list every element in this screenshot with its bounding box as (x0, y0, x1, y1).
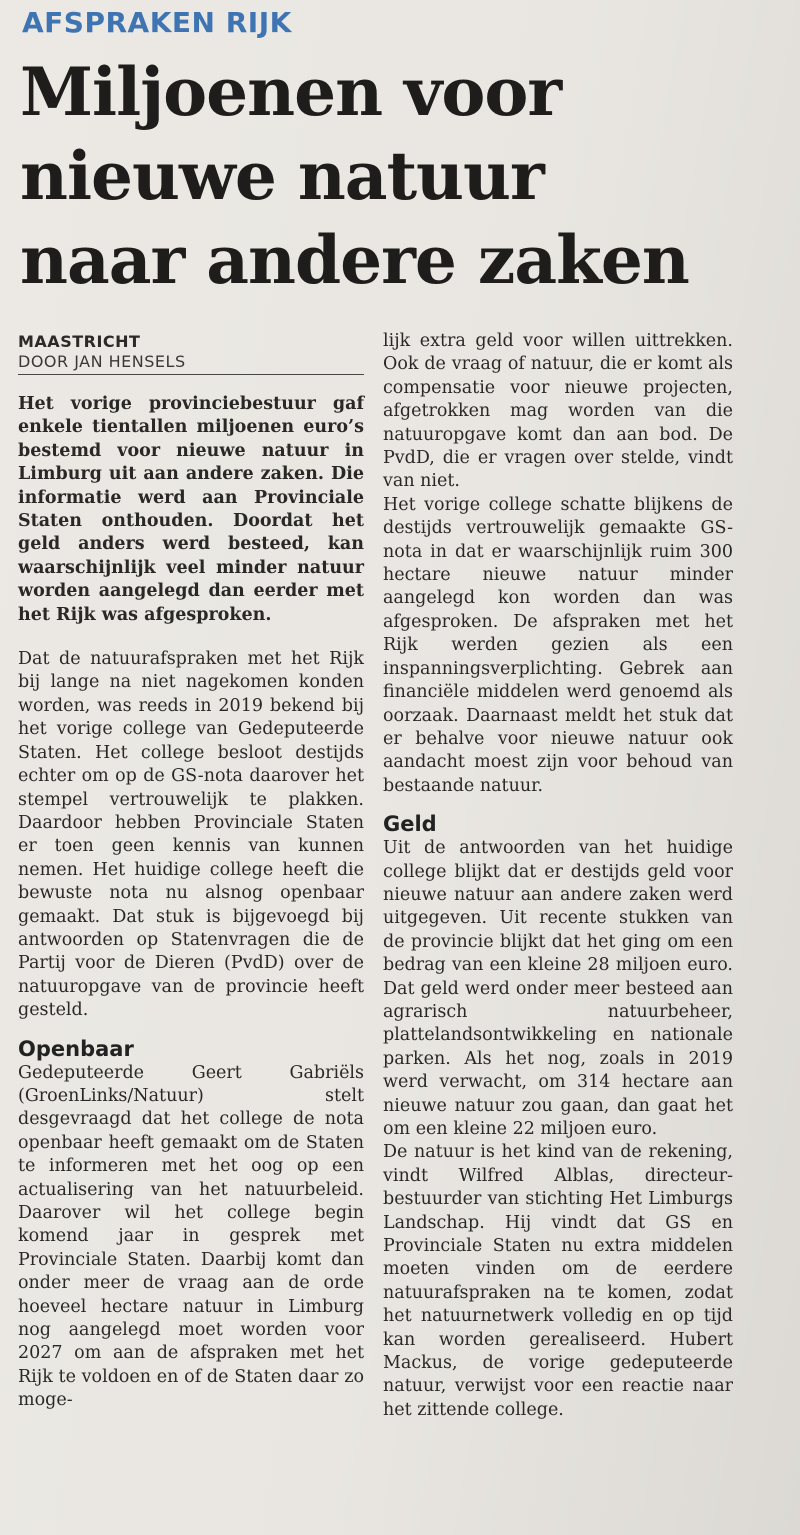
left-column (18, 332, 364, 1413)
lead-paragraph: Het vorige provinciebestuur gaf enkele tientallen miljoenen euro’s bestemd voor nieuwe natuur in Limburg uit aan andere zaken. Die informatie werd aan Provinciale Staten onthouden. Doordat het geld anders werd besteed, kan waarschijnlijk veel minder natuur worden aangelegd dan eerder met het Rijk was afgesproken. (18, 394, 364, 625)
body-paragraph-4: Uit de antwoorden van het huidige college blijkt dat er destijds geld voor nieuwe natuur aan andere zaken werd uitgegeven. Uit recente stukken van de provincie blijkt dat het ging om een bedrag van een kleine 28 miljoen euro. Dat geld werd onder meer besteed aan agrarisch natuurbeheer, plattelandsontwikkeling en nationale parken. Als het nog, zoals in 2019 werd verwacht, om 314 hectare aan nieuwe natuur zou gaan, dan gaat het om een kleine 22 miljoen euro. (383, 838, 733, 1139)
dateline: MAASTRICHT (18, 332, 141, 351)
body-paragraph-2-left: Gedeputeerde Geert Gabriëls (GroenLinks/Natuur) stelt desgevraagd dat het college de nota openbaar heeft gemaakt om de Staten te informeren met het oog op een actualisering van het natuurbeleid. Daarover wil het college begin komend jaar in gesprek met Provinciale Staten. Daarbij komt dan onder meer de vraag aan de orde hoeveel hectare natuur in Limburg nog aangelegd moet worden voor 2027 om aan de afspraken met het Rijk te voldoen en of de Staten daar zo moge- (18, 1062, 364, 1411)
section-kicker: AFSPRAKEN RIJK (22, 6, 292, 39)
body-paragraph-1: Dat de natuurafspraken met het Rijk bij lange na niet nagekomen konden worden, was reeds in 2019 bekend bij het vorige college van Gedeputeerde Staten. Het college besloot destijds echter om op de GS-nota daarover het stempel vertrouwelijk te plakken. Daardoor hebben Provinciale Staten er toen geen kennis van kunnen nemen. Het huidige college heeft die bewuste nota nu alsnog openbaar gemaakt. Dat stuk is bijgevoegd bij antwoorden op Statenvragen die de Partij voor de Dieren (PvdD) over de natuuropgave van de provincie heeft gesteld. (18, 649, 364, 1021)
byline: DOOR JAN HENSELS (18, 352, 364, 375)
body-paragraph-3: Het vorige college schatte blijkens de destijds vertrouwelijk gemaakte GS-nota in dat er waarschijnlijk ruim 300 hectare nieuwe natuur minder aangelegd kon worden dan was afgesproken. De afspraken met het Rijk werden gezien als een inspanningsverplichting. Gebrek aan financiële middelen werd genoemd als oorzaak. Daarnaast meldt het stuk dat er behalve voor nieuwe natuur ook aandacht moest zijn voor behoud van bestaande natuur. (383, 494, 733, 796)
headline-line-2: nieuwe natuur (20, 137, 544, 215)
right-column (383, 330, 733, 1422)
body-paragraph-5: De natuur is het kind van de rekening, vindt Wilfred Alblas, directeur-bestuurder van stichting Het Limburgs Landschap. Hij vindt dat GS en Provinciale Staten nu extra middelen moeten vinden om de eerdere natuurafspraken na te komen, zodat het natuurnetwerk volledig en op tijd kan worden gerealiseerd. Hubert Mackus, de vorige gedeputeerde natuur, verwijst voor een reactie naar het zittende college. (383, 1142, 733, 1420)
headline (20, 50, 780, 302)
headline-line-3: naar andere zaken (20, 221, 689, 299)
headline-line-1: Miljoenen voor (20, 53, 562, 131)
body-paragraph-2-right: lijk extra geld voor willen uittrekken. Ook de vraag of natuur, die er komt als compensatie voor nieuwe projecten, afgetrokken mag worden van die natuuropgave komt dan aan bod. De PvdD, die er vragen over stelde, vindt van niet. (383, 331, 733, 492)
subhead-geld: Geld (383, 812, 437, 837)
subhead-openbaar: Openbaar (18, 1036, 134, 1061)
